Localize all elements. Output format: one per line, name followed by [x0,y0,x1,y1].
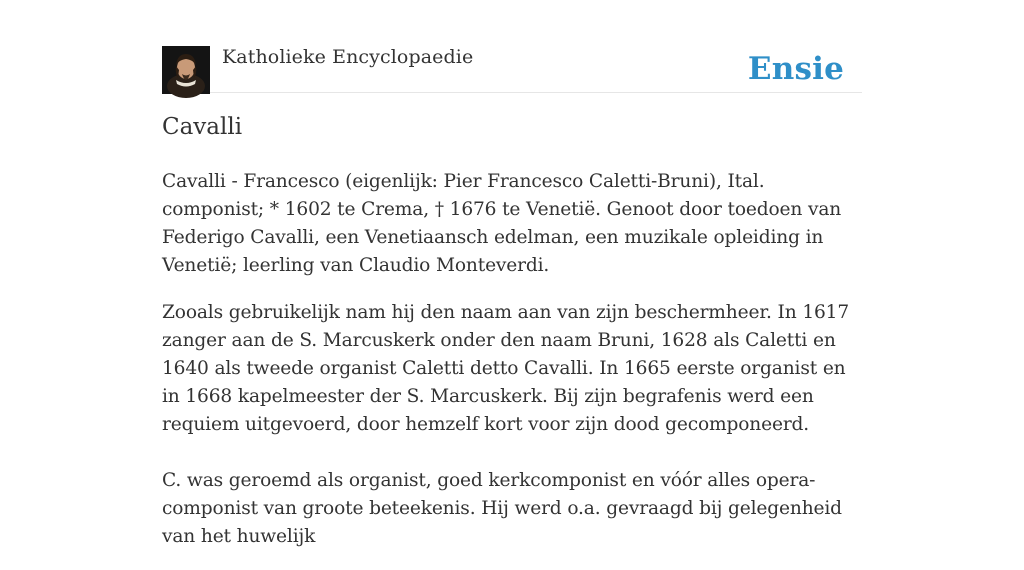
article-paragraph: C. was geroemd als organist, goed kerkcomponist en vóór alles opera-componist van groote beteekenis. Hij werd o.a. gevraagd bij gelegenheid van het huwelijk [162,470,842,547]
brand-logo[interactable]: Ensie [747,51,844,87]
article-title: Cavalli [162,114,243,140]
avatar[interactable] [162,46,210,94]
source-name-link[interactable]: Katholieke Encyclopaedie [222,46,474,68]
article-paragraph: Cavalli - Francesco (eigenlijk: Pier Francesco Caletti-Bruni), Ital. componist; * 1602 te Crema, † 1676 te Venetië. Genoot door toedoen van Federigo Cavalli, een Venetiaansch edelman, een muzikale opleiding in Venetië; leerling van Claudio Monteverdi. [162,171,842,276]
article-body [162,168,864,570]
header [162,44,862,93]
portrait-icon [162,46,210,94]
article-paragraph: Zooals gebruikelijk nam hij den naam aan van zijn beschermheer. In 1617 zanger aan de S. Marcuskerk onder den naam Bruni, 1628 als Caletti en 1640 als tweede organist Caletti detto Cavalli. In 1665 eerste organist en in 1668 kapelmeester der S. Marcuskerk. Bij zijn begrafenis werd een requiem uitgevoerd, door hemzelf kort voor zijn dood gecomponeerd. [162,302,850,435]
